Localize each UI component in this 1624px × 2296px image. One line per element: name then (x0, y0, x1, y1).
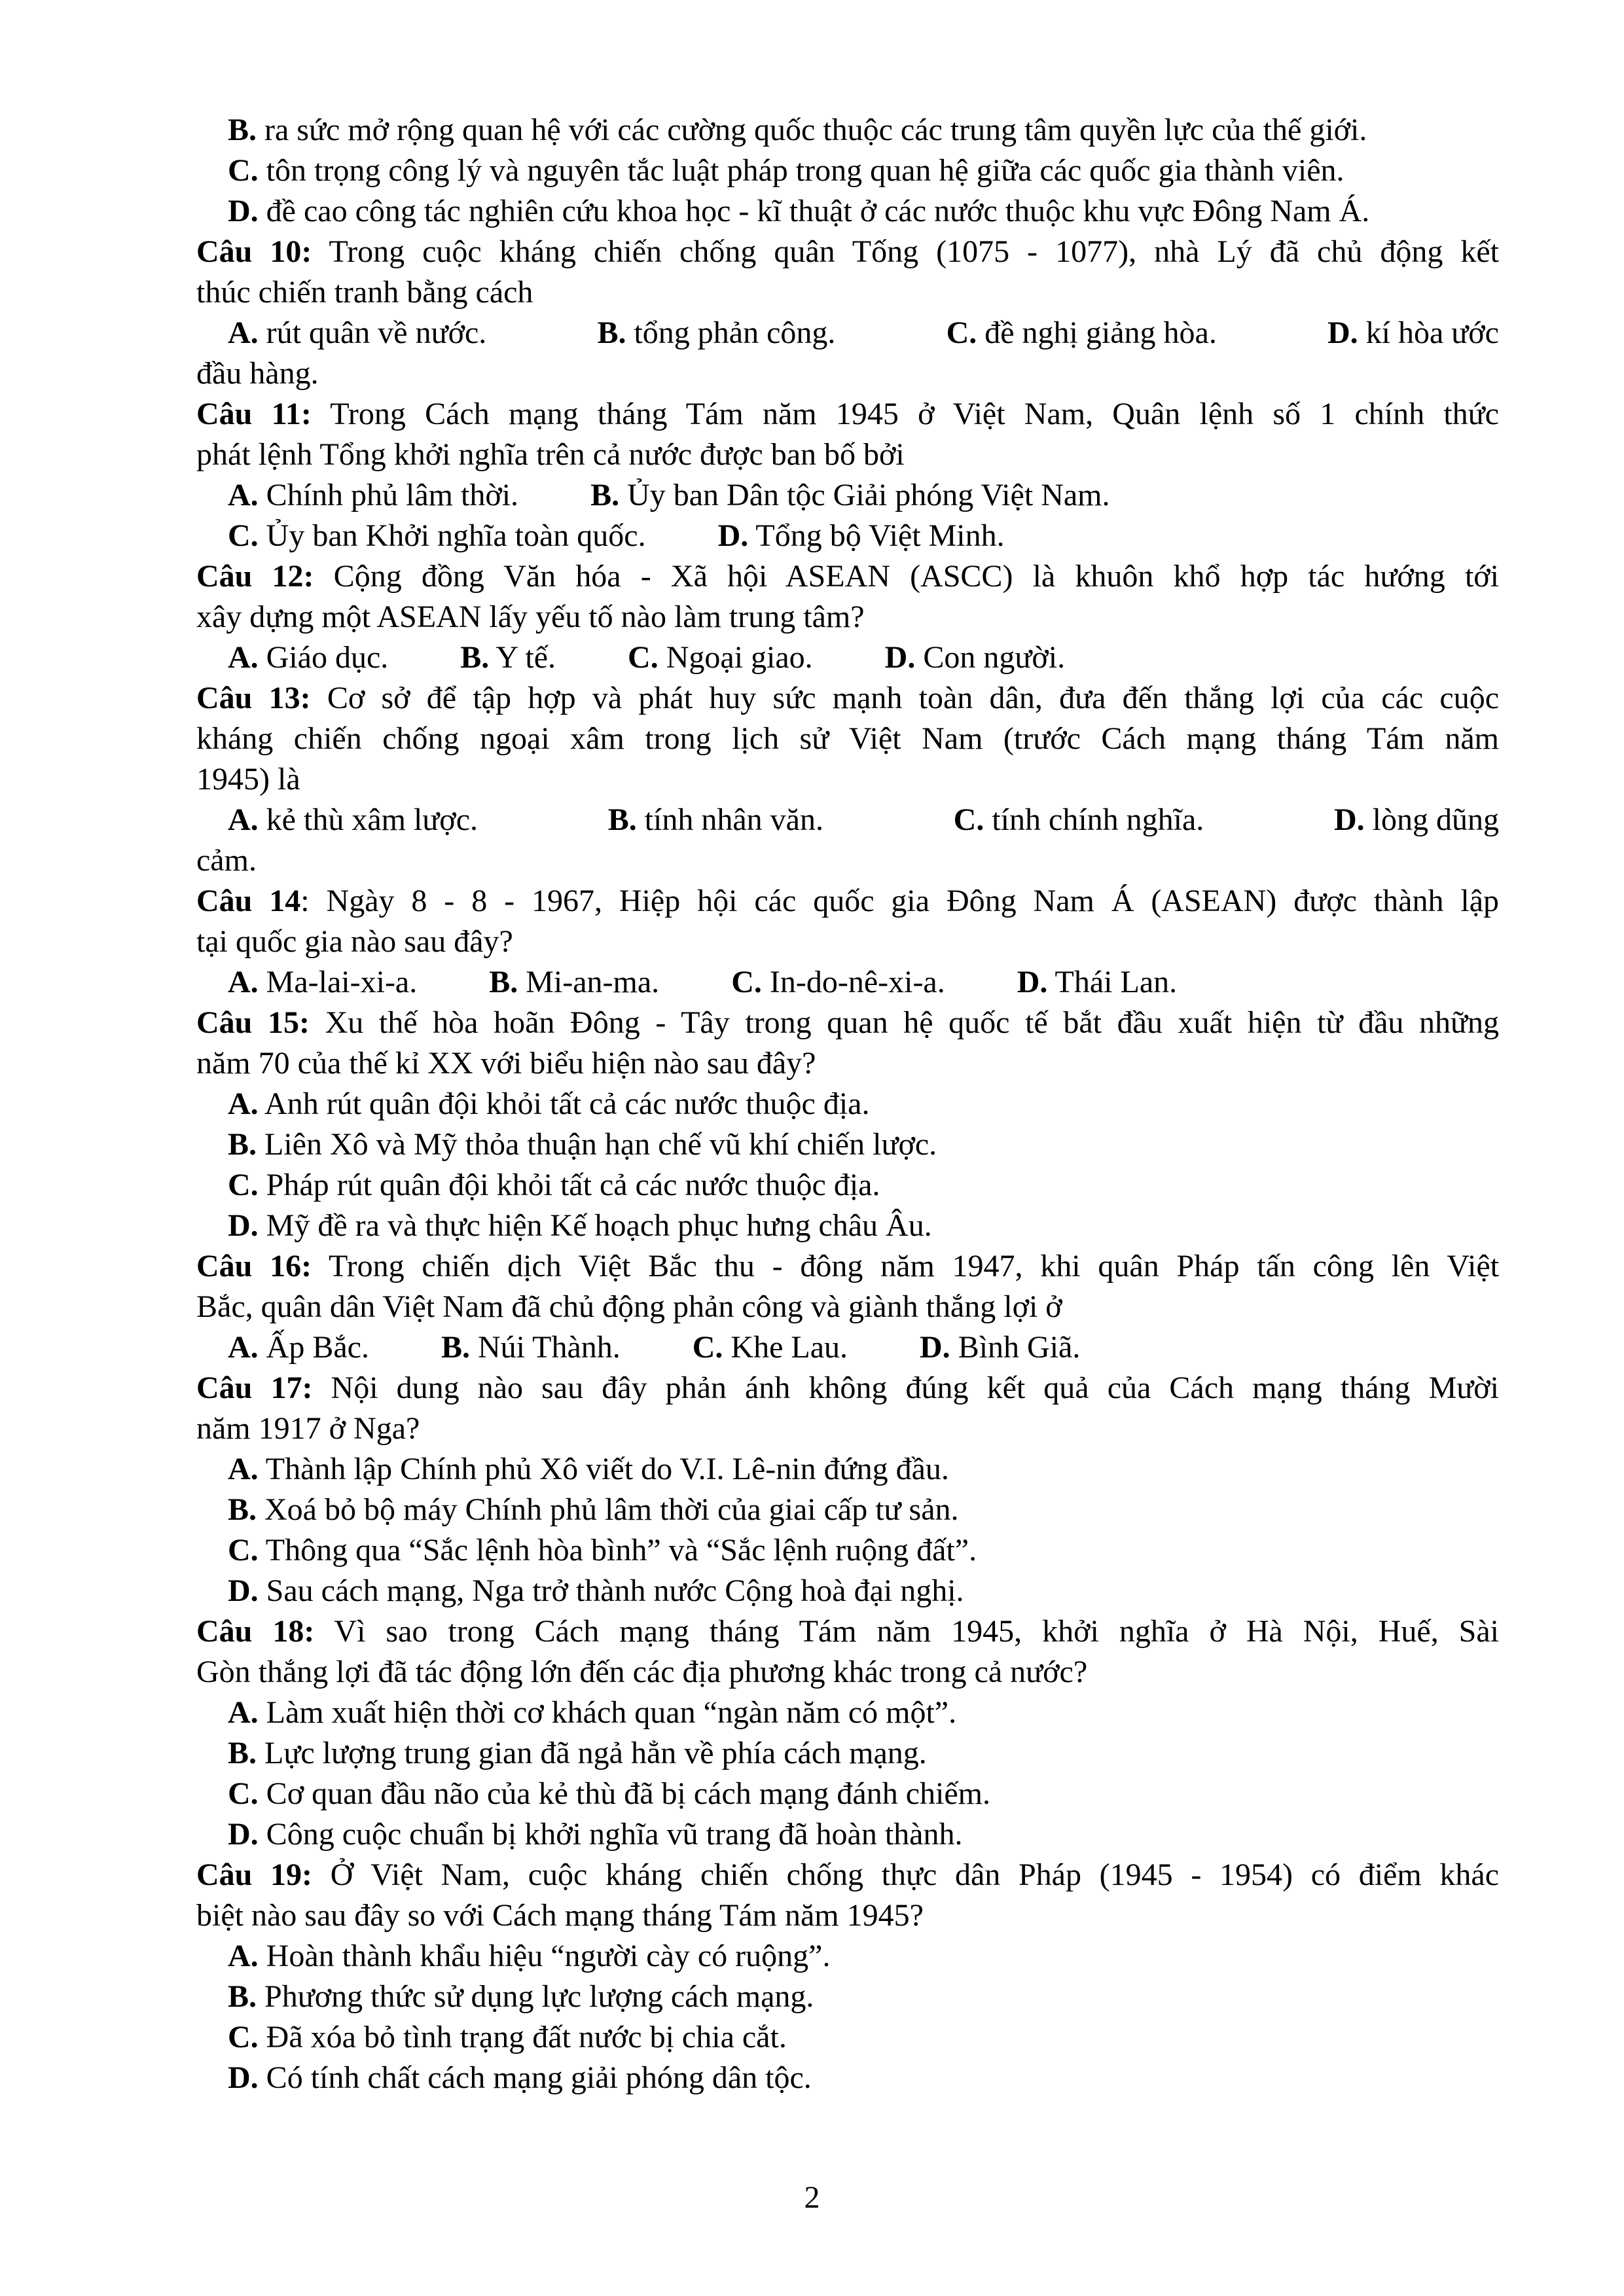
q10-option-a: A. rút quân về nước. (228, 315, 487, 350)
q17-stem: Câu 17: Nội dung nào sau đây phản ánh không đúng kết quả của Cách mạng tháng Mười (196, 1371, 1500, 1405)
q14-option-c: C. In-do-nê-xi-a. (731, 965, 945, 999)
q17-option-b: B. Xoá bỏ bộ máy Chính phủ lâm thời của giai cấp tư sản. (228, 1492, 959, 1527)
q10-stem: Câu 10: Trong cuộc kháng chiến chống quân Tống (1075 - 1077), nhà Lý đã chủ động kết (196, 234, 1500, 269)
q18-option-b: B. Lực lượng trung gian đã ngả hẳn về phía cách mạng. (228, 1736, 927, 1770)
q18-option-a: A. Làm xuất hiện thời cơ khách quan “ngàn năm có một”. (228, 1695, 957, 1730)
q18-label: Câu 18: (196, 1614, 315, 1649)
q19-stem: Câu 19: Ở Việt Nam, cuộc kháng chiến chống thực dân Pháp (1945 - 1954) có điểm khác (196, 1857, 1500, 1892)
q11-option-a: A. Chính phủ lâm thời. (228, 478, 519, 512)
q16-options (196, 1327, 1499, 1368)
q19-option-d: D. Có tính chất cách mạng giải phóng dân tộc. (228, 2060, 812, 2095)
q17-option-a: A. Thành lập Chính phủ Xô viết do V.I. Lê-nin đứng đầu. (228, 1452, 949, 1486)
q19-option-a: A. Hoàn thành khẩu hiệu “người cày có ruộng”. (228, 1939, 831, 1973)
q16-option-b: B. Núi Thành. (441, 1330, 621, 1365)
q11-option-c: C. Ủy ban Khởi nghĩa toàn quốc. (228, 518, 646, 553)
q11-options-row2 (196, 516, 1499, 556)
q19-label: Câu 19: (196, 1857, 313, 1892)
q10-label: Câu 10: (196, 234, 312, 269)
q9-option-b: B. ra sức mở rộng quan hệ với các cường quốc thuộc các trung tâm quyền lực của thế giới. (228, 113, 1367, 147)
q13-stem: Câu 13: Cơ sở để tập hợp và phát huy sức mạnh toàn dân, đưa đến thắng lợi của các cuộc (196, 681, 1499, 715)
q14-options (196, 962, 1499, 1003)
q10-option-d-wrap: đầu hàng. (196, 356, 319, 391)
q17-stem-cont: năm 1917 ở Nga? (196, 1411, 420, 1446)
q10-options (196, 313, 1499, 353)
q12-options (196, 637, 1499, 678)
q15-option-d: D. Mỹ đề ra và thực hiện Kế hoạch phục hưng châu Âu. (228, 1208, 932, 1243)
q11-stem: Câu 11: Trong Cách mạng tháng Tám năm 1945 ở Việt Nam, Quân lệnh số 1 chính thức (196, 397, 1499, 431)
q17-option-d: D. Sau cách mạng, Nga trở thành nước Cộng hoà đại nghị. (228, 1573, 964, 1608)
q13-option-c: C. tính chính nghĩa. (953, 802, 1204, 837)
q12-label: Câu 12: (196, 559, 314, 594)
q15-label: Câu 15: (196, 1005, 310, 1040)
q17-option-c: C. Thông qua “Sắc lệnh hòa bình” và “Sắc lệnh ruộng đất”. (228, 1533, 977, 1568)
q15-stem-cont: năm 70 của thế kỉ XX với biểu hiện nào sau đây? (196, 1046, 816, 1081)
q10-stem-cont: thúc chiến tranh bằng cách (196, 275, 533, 310)
q13-label: Câu 13: (196, 681, 311, 715)
q11-option-b: B. Ủy ban Dân tộc Giải phóng Việt Nam. (590, 478, 1110, 512)
q14-stem-cont: tại quốc gia nào sau đây? (196, 924, 513, 959)
q15-option-b: B. Liên Xô và Mỹ thỏa thuận hạn chế vũ khí chiến lược. (228, 1127, 937, 1162)
q16-option-a: A. Ấp Bắc. (228, 1330, 369, 1365)
q14-option-a: A. Ma-lai-xi-a. (228, 965, 418, 999)
q17-label: Câu 17: (196, 1371, 313, 1405)
q18-option-c: C. Cơ quan đầu não của kẻ thù đã bị cách mạng đánh chiếm. (228, 1776, 991, 1811)
q13-stem-cont2: 1945) là (196, 762, 300, 797)
exam-content (196, 110, 1499, 2098)
q14-option-b: B. Mi-an-ma. (489, 965, 660, 999)
q15-option-c: C. Pháp rút quân đội khỏi tất cả các nước thuộc địa. (228, 1168, 880, 1202)
q9-option-d: D. đề cao công tác nghiên cứu khoa học - kĩ thuật ở các nước thuộc khu vực Đông Nam Á. (228, 194, 1370, 228)
q10-option-d: D. kí hòa ước (1327, 315, 1499, 350)
q19-option-b: B. Phương thức sử dụng lực lượng cách mạng. (228, 1979, 814, 2014)
q13-option-d-wrap: cảm. (196, 843, 257, 878)
q19-option-c: C. Đã xóa bỏ tình trạng đất nước bị chia cắt. (228, 2020, 787, 2054)
q11-options-row1 (196, 475, 1499, 516)
q12-option-b: B. Y tế. (460, 640, 556, 675)
q12-stem-cont: xây dựng một ASEAN lấy yếu tố nào làm trung tâm? (196, 600, 865, 634)
q14-option-d: D. Thái Lan. (1017, 965, 1178, 999)
q18-option-d: D. Công cuộc chuẩn bị khởi nghĩa vũ trang đã hoàn thành. (228, 1817, 963, 1852)
q16-stem-cont: Bắc, quân dân Việt Nam đã chủ động phản công và giành thắng lợi ở (196, 1289, 1062, 1324)
q16-stem: Câu 16: Trong chiến dịch Việt Bắc thu - đông năm 1947, khi quân Pháp tấn công lên Việt (196, 1249, 1499, 1283)
q18-stem-cont: Gòn thắng lợi đã tác động lớn đến các địa phương khác trong cả nước? (196, 1655, 1088, 1689)
q15-option-a: A. Anh rút quân đội khỏi tất cả các nước thuộc địa. (228, 1086, 870, 1121)
q13-option-a: A. kẻ thù xâm lược. (228, 802, 478, 837)
q14-label: Câu 14 (196, 884, 301, 918)
q12-option-c: C. Ngoại giao. (628, 640, 813, 675)
q13-options (196, 800, 1499, 840)
q12-option-d: D. Con người. (884, 640, 1066, 675)
q16-option-d: D. Bình Giã. (920, 1330, 1081, 1365)
q11-option-d: D. Tổng bộ Việt Minh. (717, 518, 1005, 553)
q14-stem: Câu 14: Ngày 8 - 8 - 1967, Hiệp hội các quốc gia Đông Nam Á (ASEAN) được thành lập (196, 884, 1500, 918)
q19-stem-cont: biệt nào sau đây so với Cách mạng tháng Tám năm 1945? (196, 1898, 924, 1933)
q13-option-d: D. lòng dũng (1333, 802, 1499, 837)
q10-option-c: C. đề nghị giảng hòa. (946, 315, 1217, 350)
q11-label: Câu 11: (196, 397, 312, 431)
q12-stem: Câu 12: Cộng đồng Văn hóa - Xã hội ASEAN (ASCC) là khuôn khổ hợp tác hướng tới (196, 559, 1499, 594)
page-number: 2 (804, 2180, 820, 2215)
q18-stem: Câu 18: Vì sao trong Cách mạng tháng Tám năm 1945, khởi nghĩa ở Hà Nội, Huế, Sài (196, 1614, 1500, 1649)
q9-option-c: C. tôn trọng công lý và nguyên tắc luật pháp trong quan hệ giữa các quốc gia thành viên. (228, 153, 1344, 188)
q13-option-b: B. tính nhân văn. (607, 802, 823, 837)
q12-option-a: A. Giáo dục. (228, 640, 389, 675)
q10-option-b: B. tổng phản công. (597, 315, 836, 350)
q15-stem: Câu 15: Xu thế hòa hoãn Đông - Tây trong quan hệ quốc tế bắt đầu xuất hiện từ đầu những (196, 1005, 1500, 1040)
q16-option-c: C. Khe Lau. (692, 1330, 848, 1365)
q16-label: Câu 16: (196, 1249, 312, 1283)
q11-stem-cont: phát lệnh Tổng khởi nghĩa trên cả nước được ban bố bởi (196, 437, 905, 472)
q13-stem-cont: kháng chiến chống ngoại xâm trong lịch sử Việt Nam (trước Cách mạng tháng Tám năm (196, 721, 1499, 756)
